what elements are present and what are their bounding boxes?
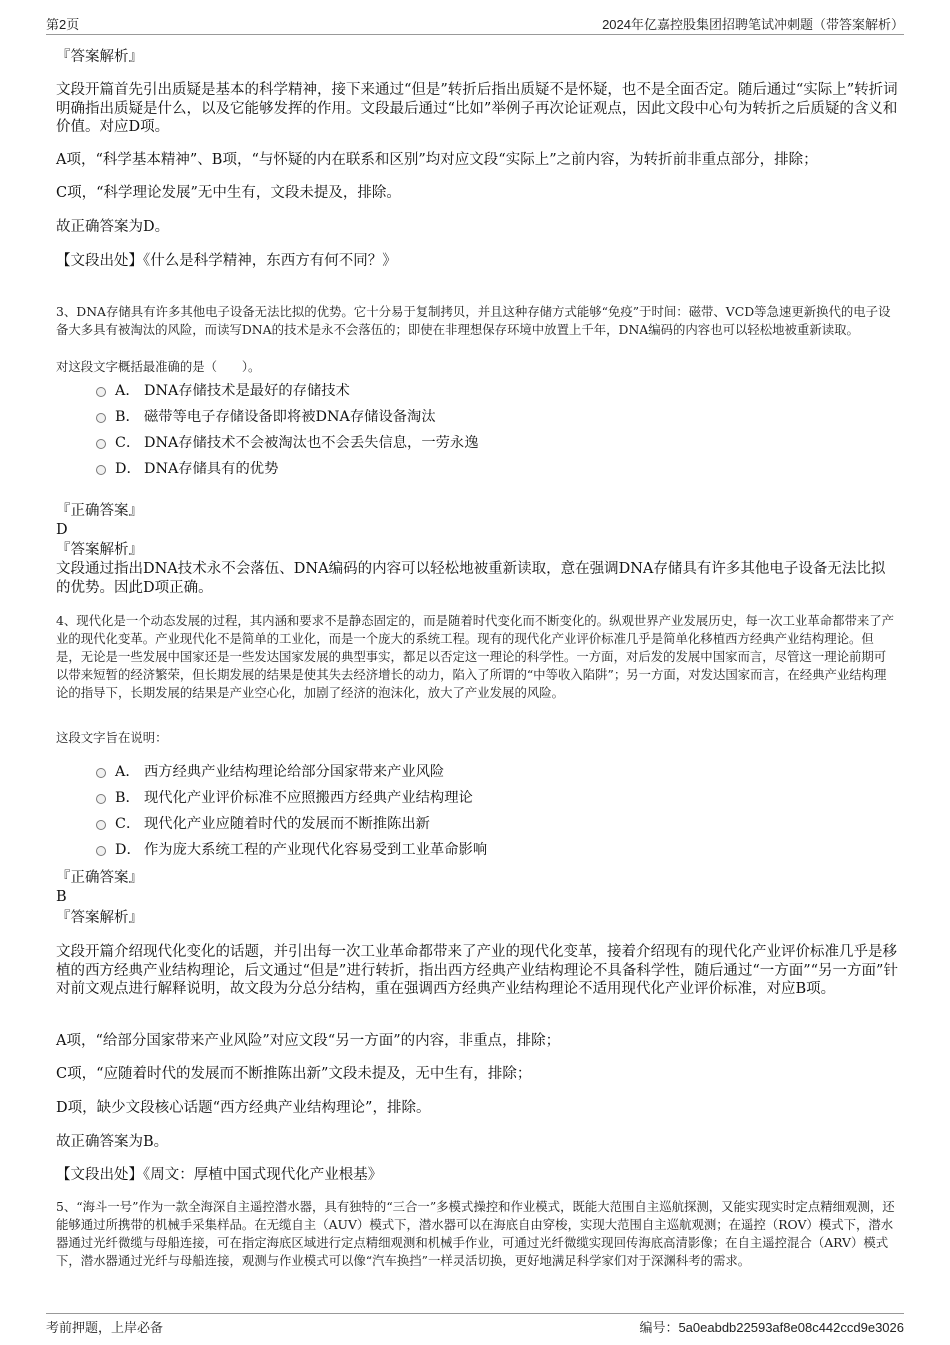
q2-analysis-text: 文段开篇首先引出质疑是基本的科学精神，接下来通过“但是”转折后指出质疑不是怀疑，也不是全面否定。随后通过“实际上”转折词明确指出质疑是什么，以及它能够发挥的作用。文段最后通过“比如”举例子再次论证观点，因此文段中心句为转折之后质疑的含义和价值。对应D项。 [56, 82, 898, 135]
q4-stem: 4、现代化是一个动态发展的过程，其内涵和要求不是静态固定的，而是随着时代变化而不断变化的。纵观世界产业发展历史，每一次工业革命都带来了产业的现代化变革。产业现代化不是简单的工业化，而是一个庞大的系统工程。现有的现代化产业评价标准几乎是简单化移植西方经典产业结构理论。但是，无论是一些发展中国家还是一些发达国家发展的典型事实，都足以否定这一理论的科学性。一方面，对后发的发展中国家而言，尽管这一理论前期可以带来短暂的经济繁荣，但长期发展的结果是使其失去经济增长的动力，陷入了所谓的“中等收入陷阱”；另一方面，对发达国家而言，在经典产业结构理论的指导下，长期发展的结果是产业空心化，加剧了经济的泡沫化，放大了产业发展的风险。 [56, 613, 895, 700]
radio-button-icon[interactable] [96, 439, 106, 449]
page-footer [46, 1313, 904, 1334]
q2-final-answer: 故正确答案为D。 [56, 219, 170, 235]
q3-option-c[interactable]: C． DNA存储技术不会被淘汰也不会丢失信息，一劳永逸 [56, 433, 898, 459]
radio-button-icon[interactable] [96, 820, 106, 830]
q4-note-c: C项，“应随着时代的发展而不断推陈出新”文段未提及，无中生有，排除； [56, 1066, 532, 1082]
radio-button-icon[interactable] [96, 846, 106, 856]
q3-analysis-text: 文段通过指出DNA技术永不会落伍、DNA编码的内容可以轻松地被重新读取，意在强调DNA存储具有许多其他电子设备无法比拟的优势。因此D项正确。 [56, 561, 886, 596]
q4-answer: B [56, 889, 67, 905]
q2-analysis-heading: 『答案解析』 [56, 49, 143, 65]
q3-analysis-heading: 『答案解析』 [56, 542, 143, 558]
q4-option-a[interactable]: A． 西方经典产业结构理论给部分国家带来产业风险 [56, 762, 898, 788]
q4-question: 这段文字旨在说明： [56, 730, 168, 745]
q3-question: 对这段文字概括最准确的是（ ）。 [56, 359, 261, 374]
q4-analysis-text: 文段开篇介绍现代化变化的话题，并引出每一次工业革命都带来了产业的现代化变革，接着介绍现有的现代化产业评价标准几乎是移植的西方经典产业结构理论，后文通过“但是”进行转折，指出西方经典产业结构理论不具备科学性，随后通过“一方面”“另一方面”针对前文观点进行解释说明，故文段为分总分结构，重在强调西方经典产业结构理论不适用现代化产业评价标准，对应B项。 [56, 944, 898, 997]
radio-button-icon[interactable] [96, 413, 106, 423]
q3-option-d[interactable]: D． DNA存储具有的优势 [56, 459, 898, 485]
q4-options [56, 762, 898, 866]
q3-answer: D [56, 522, 68, 538]
document-title: 2024年亿嘉控股集团招聘笔试冲刺题（带答案解析） [602, 17, 904, 32]
document-id: 编号：5a0eabdb22593af8e08c442ccd9e3026 [639, 1320, 904, 1335]
q5-stem: 5、“海斗一号”作为一款全海深自主遥控潜水器，具有独特的“三合一”多模式操控和作业模式，既能大范围自主巡航探测，又能实现实时定点精细观测，还能够通过所携带的机械手采集样品。在无缆自主（AUV）模式下，潜水器可以在海底自由穿梭，实现大范围自主巡航观测；在遥控（ROV）模式下，潜水器通过光纤微缆与母船连接，可在指定海底区域进行定点精细观测和机械手作业，可通过光纤微缆实现回传海底高清影像；在自主遥控混合（ARV）模式下，潜水器通过光纤与母船连接，观测与作业模式可以像“汽车换挡”一样灵活切换，更好地满足科学家们对于深渊科考的需求。 [56, 1199, 895, 1268]
footer-slogan: 考前押题，上岸必备 [46, 1320, 164, 1335]
radio-button-icon[interactable] [96, 768, 106, 778]
q4-option-d[interactable]: D． 作为庞大系统工程的产业现代化容易受到工业革命影响 [56, 840, 898, 866]
radio-button-icon[interactable] [96, 387, 106, 397]
q4-final-answer: 故正确答案为B。 [56, 1134, 169, 1150]
page-header [46, 14, 904, 35]
radio-button-icon[interactable] [96, 465, 106, 475]
q4-answer-heading: 『正确答案』 [56, 870, 143, 886]
q3-option-b[interactable]: B． 磁带等电子存储设备即将被DNA存储设备淘汰 [56, 407, 898, 433]
q4-note-a: A项，“给部分国家带来产业风险”对应文段“另一方面”的内容，非重点，排除； [56, 1033, 561, 1049]
q2-note-a: A项，“科学基本精神”、B项，“与怀疑的内在联系和区别”均对应文段“实际上”之前内容，为转折前非重点部分，排除； [56, 152, 818, 168]
q4-analysis-heading: 『答案解析』 [56, 910, 143, 926]
page-number: 第2页 [46, 17, 80, 32]
q3-answer-heading: 『正确答案』 [56, 503, 143, 519]
q2-source: 【文段出处】《什么是科学精神，东西方有何不同？》 [56, 253, 397, 269]
q4-note-d: D项，缺少文段核心话题“西方经典产业结构理论”，排除。 [56, 1100, 431, 1116]
q4-option-c[interactable]: C． 现代化产业应随着时代的发展而不断推陈出新 [56, 814, 898, 840]
q4-source: 【文段出处】《周文：厚植中国式现代化产业根基》 [56, 1167, 383, 1183]
q3-option-a[interactable]: A． DNA存储技术是最好的存储技术 [56, 381, 898, 407]
q4-option-b[interactable]: B． 现代化产业评价标准不应照搬西方经典产业结构理论 [56, 788, 898, 814]
q3-stem: 3、DNA存储具有许多其他电子设备无法比拟的优势。它十分易于复制拷贝，并且这种存储方式能够“免疫”于时间：磁带、VCD等急速更新换代的电子设备大多具有被淘汰的风险，而读写DNA的技术是永不会落伍的；即使在非理想保存环境中放置上千年，DNA编码的内容也可以轻松地被重新读取。 [56, 304, 891, 337]
radio-button-icon[interactable] [96, 794, 106, 804]
q3-options [56, 381, 898, 485]
q2-note-c: C项，“科学理论发展”无中生有，文段未提及，排除。 [56, 185, 401, 201]
